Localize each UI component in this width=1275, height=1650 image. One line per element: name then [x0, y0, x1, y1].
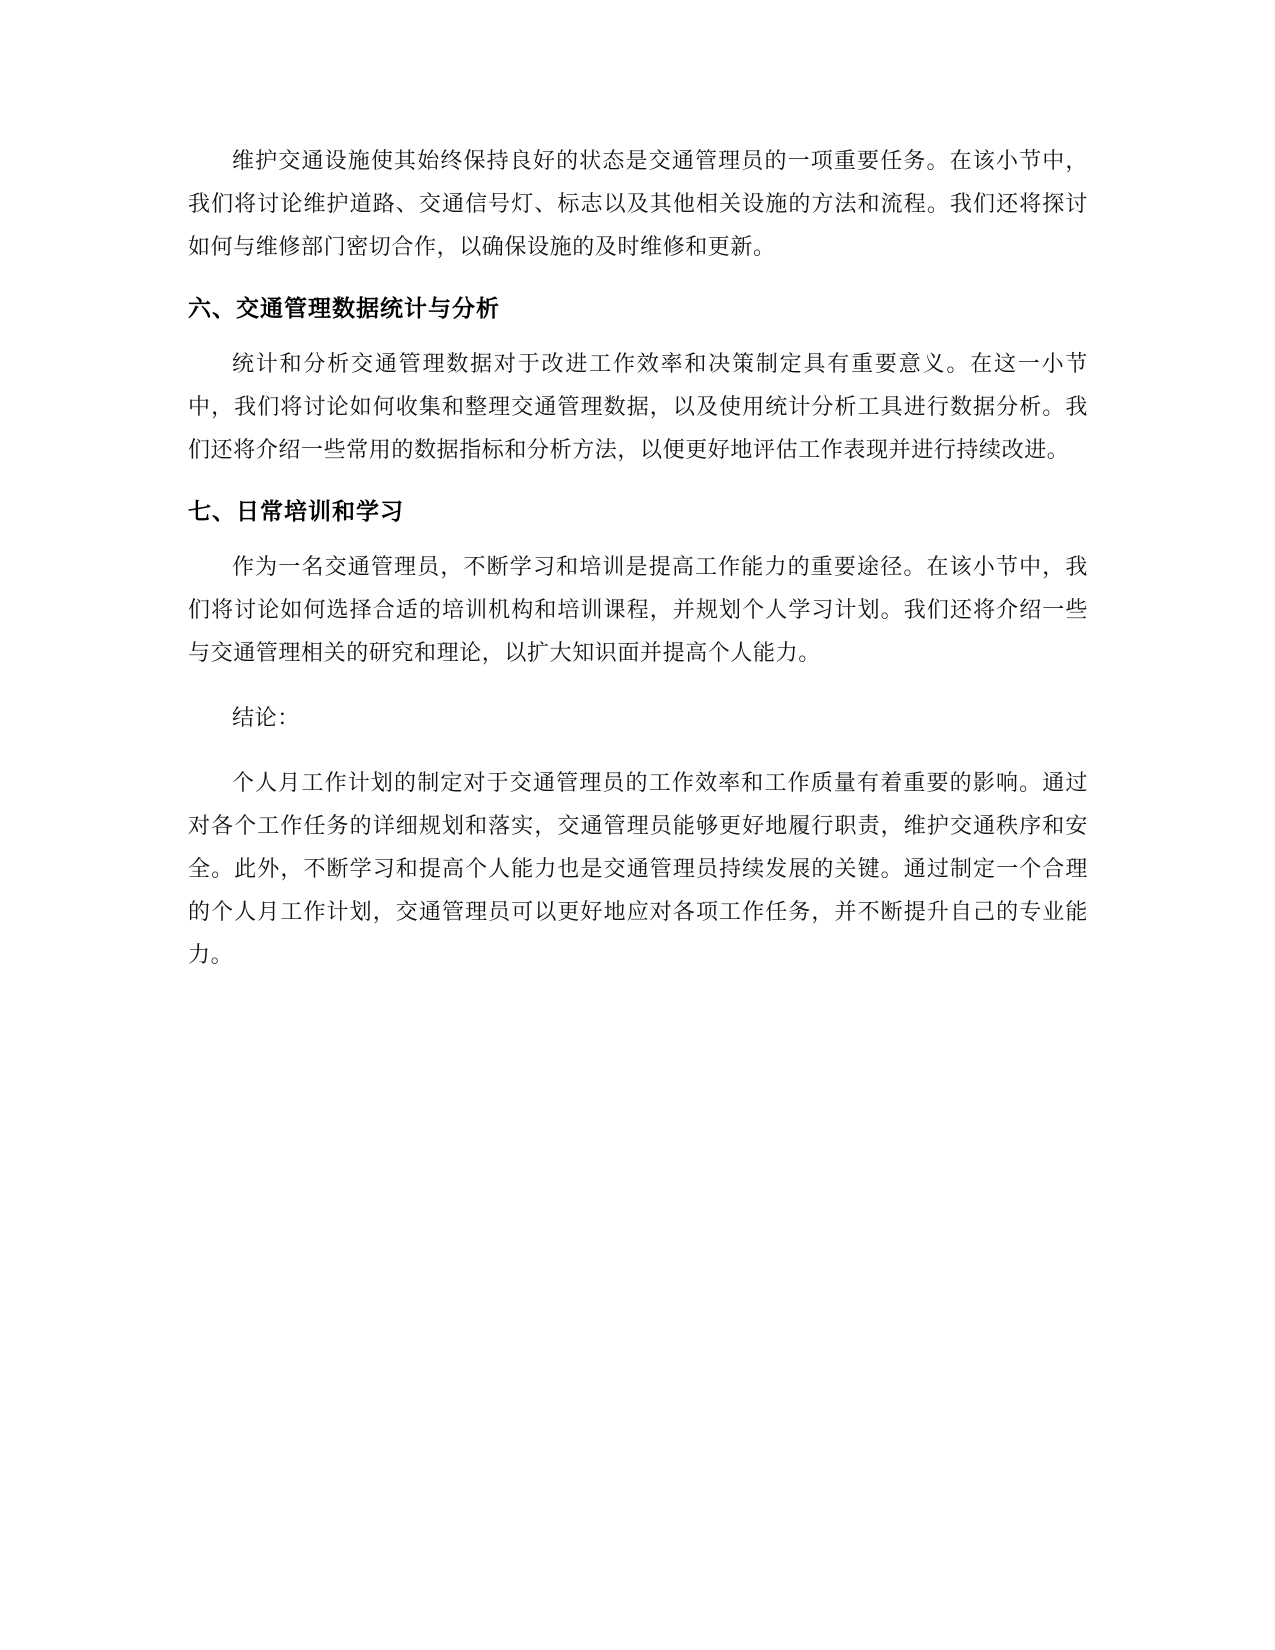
intro-paragraph: 维护交通设施使其始终保持良好的状态是交通管理员的一项重要任务。在该小节中，我们将讨论维护道路、交通信号灯、标志以及其他相关设施的方法和流程。我们还将探讨如何与维修部门密切合作，以确保设施的及时维修和更新。 — [188, 149, 1088, 260]
section-heading-data-analysis: 六、交通管理数据统计与分析 — [188, 296, 500, 322]
document-body — [188, 140, 1088, 999]
conclusion-paragraph: 个人月工作计划的制定对于交通管理员的工作效率和工作质量有着重要的影响。通过对各个工作任务的详细规划和落实，交通管理员能够更好地履行职责，维护交通秩序和安全。此外，不断学习和提高个人能力也是交通管理员持续发展的关键。通过制定一个合理的个人月工作计划，交通管理员可以更好地应对各项工作任务，并不断提升自己的专业能力。 — [188, 771, 1088, 968]
conclusion-label: 结论： — [232, 706, 300, 731]
section-paragraph-training: 作为一名交通管理员，不断学习和培训是提高工作能力的重要途径。在该小节中，我们将讨论如何选择合适的培训机构和培训课程，并规划个人学习计划。我们还将介绍一些与交通管理相关的研究和理论，以扩大知识面并提高个人能力。 — [188, 555, 1088, 666]
section-heading-training: 七、日常培训和学习 — [188, 499, 404, 525]
section-paragraph-data-analysis: 统计和分析交通管理数据对于改进工作效率和决策制定具有重要意义。在这一小节中，我们将讨论如何收集和整理交通管理数据，以及使用统计分析工具进行数据分析。我们还将介绍一些常用的数据指标和分析方法，以便更好地评估工作表现并进行持续改进。 — [188, 352, 1088, 463]
